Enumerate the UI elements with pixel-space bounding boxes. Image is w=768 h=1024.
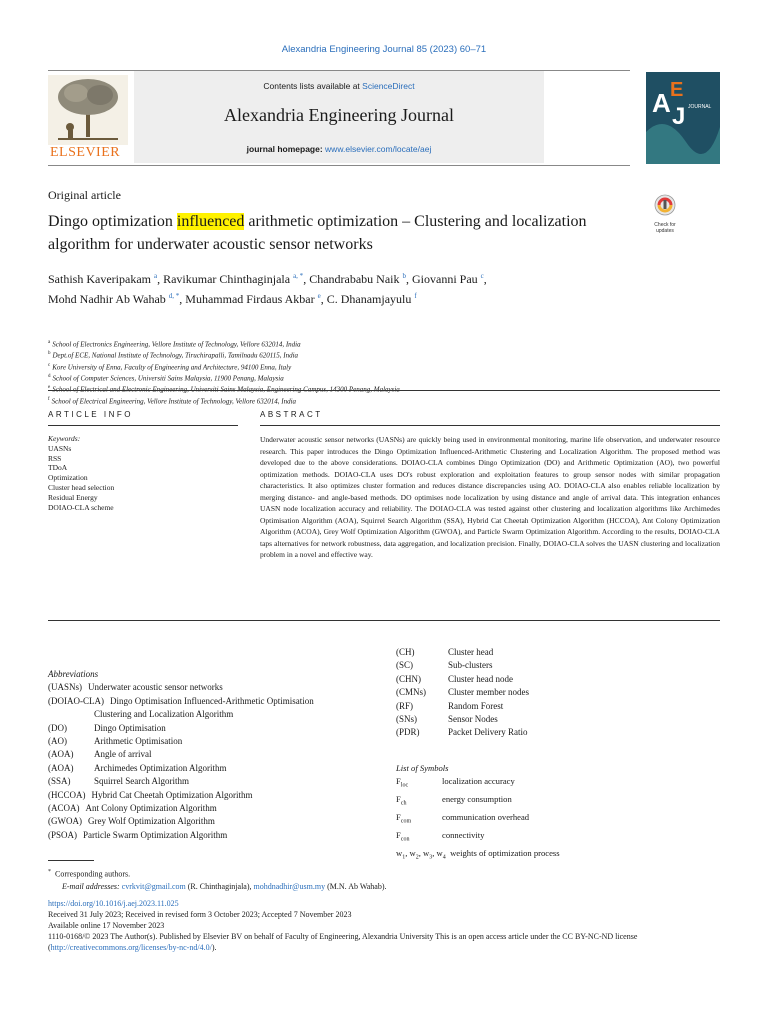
- check-updates-line2: updates: [656, 227, 674, 234]
- doi-link[interactable]: https://doi.org/10.1016/j.aej.2023.11.025: [48, 899, 179, 908]
- abbreviation-row: (SNs) Sensor Nodes: [396, 714, 498, 725]
- divider: [48, 390, 720, 391]
- homepage-link[interactable]: www.elsevier.com/locate/aej: [325, 144, 432, 154]
- keyword: Residual Energy: [48, 492, 98, 502]
- author-affil-mark[interactable]: f: [414, 292, 417, 300]
- svg-text:A: A: [652, 88, 671, 118]
- abstract-heading: ABSTRACT: [260, 410, 323, 419]
- abbreviation-row: (CMNs) Cluster member nodes: [396, 687, 529, 698]
- affiliation: $^d$ School of Computer Sciences, Universiti Sains Malaysia, 11900 Penang, Malaysia: [48, 373, 284, 383]
- masthead-center: [134, 71, 544, 163]
- symbol-row: $F_{com}$ communication overhead: [396, 812, 530, 825]
- affiliation: $^c$ Kore University of Enna, Faculty of Engineering and Architecture, 94100 Enna, Italy: [48, 362, 292, 371]
- homepage-prefix: journal homepage:: [246, 144, 326, 154]
- author-list: [48, 268, 648, 308]
- elsevier-logo[interactable]: [48, 75, 128, 163]
- author: Muhammad Firdaus Akbar $^e$,: [185, 292, 327, 306]
- footnotes: [48, 866, 728, 893]
- abbreviation-row: (DO) Dingo Optimisation: [48, 722, 166, 733]
- article-title: [48, 210, 628, 256]
- abbreviation-row: (RF) Random Forest: [396, 700, 504, 711]
- abbreviation-row: (ACOA) Ant Colony Optimization Algorithm: [48, 803, 217, 814]
- author: Giovanni Pau $^c$,: [412, 272, 487, 286]
- abbreviation-row: (HCCOA) Hybrid Cat Cheetah Optimization Algorithm: [48, 789, 253, 800]
- journal-cover-image: [646, 72, 720, 164]
- footnote-divider: [48, 860, 94, 861]
- abstract-text: Underwater acoustic sensor networks (UASNs) are quickly being used in environmental monitoring, marine life observation, and underwater resource research. This paper introduces the Dingo Optimization Influenced-Arithmetic Clustering and Localization Algorithm. The proposed method was developed due to the above considerations. DOIAO-CLA combines Dingo Optimization (DO) and Arithmetic Optimization (AO), two powerful optimization methods. DOIAO-CLA uses DO's robust exploration and exploitation features to group sensor nodes with similar propagation characteristics. It also optimizes cluster formation and reduces distance discrepancies using AO. DOIAO-CLA also enables reliable localization by merging distance- and angle-based methods. DO optimises node localization by using distance and angle of arrival data. This integration enhances UASN node localization accuracy and reliability. The DOIAO-CLA was tested against other clustering and localization algorithms like Archimedes Optimisation Algorithm (AOA), Squirrel Search Algorithm (SSA), Hybrid Cat Cheetah Optimization Algorithm (HCCOA), Ant Colony Optimization Algorithm (ACOA), Grey Wolf Optimization Algorithm (GWOA), and Particle Swarm Optimization Algorithm. According to the results, DOIAO-CLA taps alternatives for network robustness, data aggregation, and localization precision. Finally, DOIAO-CLA solves the UASN clustering and localization problem in a novel and effective way.: [260, 435, 720, 559]
- author-affil-mark[interactable]: a: [153, 272, 158, 280]
- weights-text: weights of optimization process: [450, 847, 560, 858]
- affiliation: $^f$ School of Electrical Engineering, Vellore Institute of Technology, Vellore 632014, India: [48, 396, 297, 405]
- title-part-2: arithmetic optimization – Clustering and localization algorithm for underwater acoustic sensor networks: [48, 213, 587, 253]
- copyright: 1110-0168/© 2023 The Author(s). Published by Elsevier BV on behalf of Faculty of Engineering, Alexandria University This is an open access article under the CC BY-NC-ND license (http://creativecommons.org/licenses/by-nc-nd/4.0/).: [48, 932, 638, 952]
- abbreviation-row: (SC) Sub-clusters: [396, 660, 493, 671]
- elsevier-wordmark: ELSEVIER: [50, 145, 121, 160]
- author: Mohd Nadhir Ab Wahab $^{d, *}$,: [48, 292, 186, 306]
- article-info-heading: ARTICLE INFO: [48, 410, 133, 419]
- author: Chandrababu Naik $^b$,: [309, 272, 412, 286]
- author-affil-mark[interactable]: c: [480, 272, 484, 280]
- abbreviation-row: (PDR) Packet Delivery Ratio: [396, 727, 528, 738]
- divider: [48, 425, 238, 426]
- homepage-line: [134, 144, 544, 154]
- author: Sathish Kaveripakam $^a$,: [48, 272, 164, 286]
- abbreviation-row: (UASNs) Underwater acoustic sensor networks: [48, 682, 223, 693]
- abbreviations-heading: Abbreviations: [48, 669, 99, 679]
- sciencedirect-link[interactable]: ScienceDirect: [362, 81, 415, 91]
- keyword: UASNs: [48, 443, 72, 453]
- keyword: Cluster head selection: [48, 482, 115, 492]
- license-link[interactable]: http://creativecommons.org/licenses/by-nc-nd/4.0/: [50, 943, 212, 952]
- abbreviation-row: (AOA) Archimedes Optimization Algorithm: [48, 762, 227, 773]
- journal-title: Alexandria Engineering Journal: [224, 105, 454, 125]
- abbreviation-row: Clustering and Localization Algorithm: [94, 709, 234, 720]
- divider: [48, 620, 720, 621]
- author-affil-mark[interactable]: e: [317, 292, 321, 300]
- keyword: DOIAO-CLA scheme: [48, 502, 114, 512]
- abbreviation-row: (GWOA) Grey Wolf Optimization Algorithm: [48, 816, 215, 827]
- journal-cover[interactable]: [646, 72, 720, 164]
- abbreviation-row: (AOA) Angle of arrival: [48, 749, 152, 760]
- received-dates: Received 31 July 2023; Received in revised form 3 October 2023; Accepted 7 November 2023: [48, 910, 352, 919]
- abbreviations-left: [48, 668, 388, 842]
- email-note: E-mail addresses: cvrkvit@gmail.com (R. Chinthaginjala), mohdnadhir@usm.my (M.N. Ab Wahab).: [62, 881, 387, 891]
- affiliations: [48, 338, 608, 406]
- corresponding-note: * Corresponding authors.: [48, 869, 131, 879]
- keywords-block: [48, 434, 238, 512]
- author-affil-mark[interactable]: d, *: [168, 292, 180, 300]
- abbreviation-row: (SSA) Squirrel Search Algorithm: [48, 776, 189, 787]
- contents-prefix: Contents lists available at: [263, 81, 363, 91]
- keyword: RSS: [48, 453, 62, 463]
- abbreviation-row: (AO) Arithmetic Optimisation: [48, 736, 183, 747]
- check-for-updates-badge[interactable]: [650, 194, 680, 234]
- affiliation: $^e$ School of Electrical and Electronic Engineering, Universiti Sains Malaysia, Engineering Campus, 14300 Penang, Malaysia: [48, 385, 400, 394]
- elsevier-tree-icon: [48, 75, 128, 145]
- abbreviation-row: (PSOA) Particle Swarm Optimization Algorithm: [48, 829, 228, 840]
- abbreviation-row: (DOIAO-CLA) Dingo Optimisation Influenced-Arithmetic Optimisation: [48, 695, 314, 706]
- keyword: Optimization: [48, 473, 88, 483]
- abbreviations-right: [396, 646, 696, 740]
- symbols-heading: List of Symbols: [396, 763, 449, 773]
- svg-text:E: E: [670, 79, 684, 101]
- symbol-row: $F_{ch}$ energy consumption: [396, 794, 512, 807]
- check-updates-line1: Check for: [654, 222, 676, 228]
- symbol-row: $F_{loc}$ localization accuracy: [396, 776, 515, 789]
- author: C. Dhanamjayulu $^f$: [326, 292, 417, 306]
- title-highlighted-word: influenced: [176, 213, 245, 230]
- symbol-row-weights: $w_1$, $w_2$, $w_3$, $w_4$ weights of optimization process: [396, 847, 696, 865]
- symbol-row: $F_{con}$ connectivity: [396, 829, 485, 843]
- publication-info: [48, 898, 728, 953]
- author-affil-mark[interactable]: a, *: [293, 272, 304, 280]
- email-link[interactable]: cvrkvit@gmail.com: [121, 881, 186, 891]
- affiliation: $^a$ School of Electronics Engineering, Vellore Institute of Technology, Vellore 632014, India: [48, 340, 301, 349]
- available-online: Available online 17 November 2023: [48, 921, 165, 930]
- title-part-1: Dingo optimization: [48, 213, 177, 230]
- svg-text:J: J: [672, 103, 686, 130]
- cover-label: JOURNAL: [688, 104, 712, 110]
- abbreviation-row: (CH) Cluster head: [396, 647, 494, 657]
- author: Ravikumar Chinthaginjala $^{a, *}$,: [163, 272, 310, 286]
- abbreviation-row: (CHN) Cluster head node: [396, 673, 513, 684]
- divider: [260, 425, 720, 426]
- author-affil-mark[interactable]: b: [402, 272, 406, 280]
- masthead: [48, 70, 630, 166]
- check-updates-icon: [654, 194, 676, 218]
- journal-reference[interactable]: Alexandria Engineering Journal 85 (2023) 60–71: [281, 44, 487, 55]
- affiliation: $^b$ Dept.of ECE, National Institute of Technology, Tiruchirapalli, Tamilnadu 620115, India: [48, 351, 299, 360]
- keywords-label: Keywords:: [48, 434, 81, 443]
- list-of-symbols: [396, 762, 696, 865]
- email-link[interactable]: mohdnadhir@usm.my: [253, 881, 326, 891]
- contents-line: [134, 81, 544, 91]
- article-type: Original article: [48, 188, 121, 202]
- keyword: TDoA: [48, 463, 68, 473]
